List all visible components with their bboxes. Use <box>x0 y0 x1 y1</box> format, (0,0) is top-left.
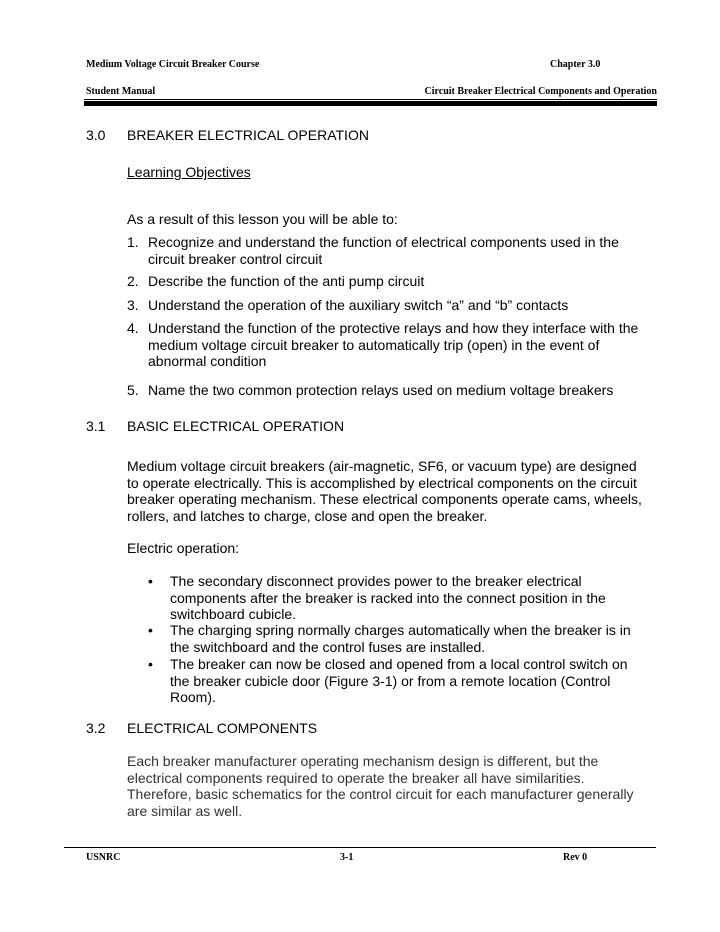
objective-item: Describe the function of the anti pump circuit <box>148 273 425 289</box>
footer-rule <box>64 847 656 848</box>
objective-item: Understand the function of the protective relays and how they interface with the medium voltage circuit breaker to automatically trip (open) in the event of abnormal condition <box>148 320 639 369</box>
objective-number: 4. <box>127 320 139 336</box>
objective-item: Name the two common protection relays used on medium voltage breakers <box>148 382 614 398</box>
section-number: 3.2 <box>86 720 106 736</box>
objectives-intro: As a result of this lesson you will be able to: <box>127 211 398 227</box>
header-subject: Circuit Breaker Electrical Components and Operation <box>424 86 657 97</box>
bullet-symbol: • <box>148 573 153 589</box>
bullet-item: The secondary disconnect provides power to the breaker electrical components after the breaker is racked into the connect position in the switchboard cubicle. <box>170 573 606 622</box>
section-paragraph: Medium voltage circuit breakers (air-magnetic, SF6, or vacuum type) are designed to operate electrically. This is accomplished by electrical components on the circuit breaker operating mechanism. These electrical components operate cams, wheels, rollers, and latches to charge, close and open the breaker. <box>127 458 642 524</box>
electric-operation-label: Electric operation: <box>127 540 240 556</box>
section-paragraph: Each breaker manufacturer operating mechanism design is different, but the electrical components required to operate the breaker all have similarities. Therefore, basic schematics for the control circuit for each manufacturer generally are similar as well. <box>127 753 634 819</box>
footer-page-number: 3-1 <box>340 852 354 863</box>
header-course-title: Medium Voltage Circuit Breaker Course <box>86 59 260 70</box>
bullet-item: The charging spring normally charges automatically when the breaker is in the switchboard and the control fuses are installed. <box>170 622 631 655</box>
objective-item: Understand the operation of the auxiliary switch “a” and “b” contacts <box>148 297 569 313</box>
section-title: BASIC ELECTRICAL OPERATION <box>127 418 345 434</box>
header-manual: Student Manual <box>86 86 156 97</box>
objective-number: 5. <box>127 382 139 398</box>
header-rule-thin <box>84 99 657 100</box>
section-title: BREAKER ELECTRICAL OPERATION <box>127 127 369 143</box>
section-number: 3.1 <box>86 418 106 434</box>
section-title: ELECTRICAL COMPONENTS <box>127 720 318 736</box>
bullet-symbol: • <box>148 622 153 638</box>
footer-organization: USNRC <box>86 852 121 863</box>
section-number: 3.0 <box>86 127 106 143</box>
bullet-item: The breaker can now be closed and opened from a local control switch on the breaker cubicle door (Figure 3-1) or from a remote location (Control Room). <box>170 656 628 705</box>
learning-objectives-heading: Learning Objectives <box>127 164 251 180</box>
header-rule-thick <box>84 101 657 106</box>
objective-item: Recognize and understand the function of electrical components used in the circuit breaker control circuit <box>148 234 619 267</box>
bullet-symbol: • <box>148 656 153 672</box>
objective-number: 3. <box>127 297 139 313</box>
footer-revision: Rev 0 <box>563 852 588 863</box>
objective-number: 1. <box>127 234 139 250</box>
objective-number: 2. <box>127 273 139 289</box>
header-chapter: Chapter 3.0 <box>550 59 601 70</box>
